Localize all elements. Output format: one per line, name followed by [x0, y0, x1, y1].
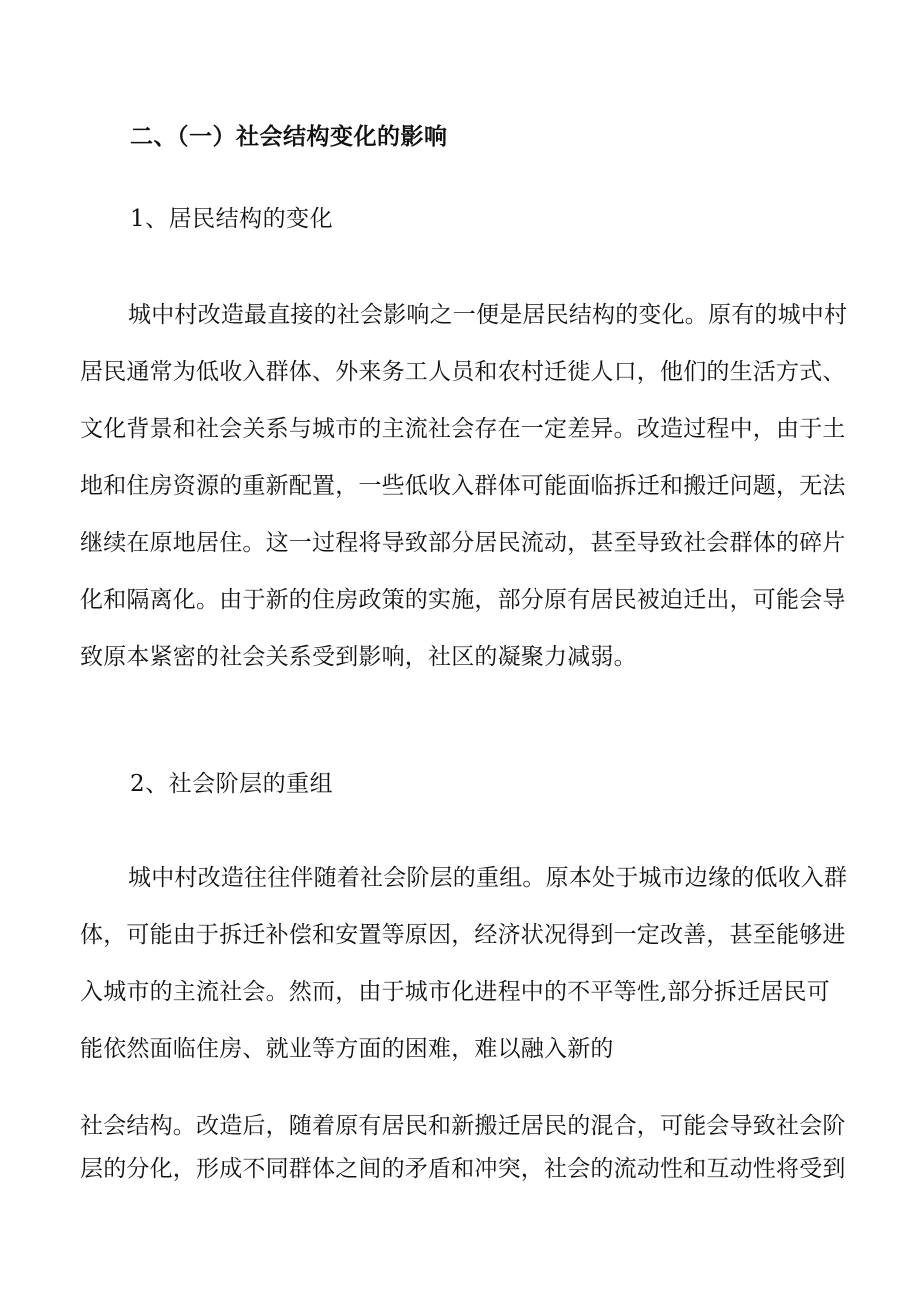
- paragraph-line: 地和住房资源的重新配置，一些低收入群体可能面临拆迁和搬迁问题，无法: [80, 473, 846, 499]
- paragraph-line: 体，可能由于拆迁补偿和安置等原因，经济状况得到一定改善，甚至能够进: [80, 922, 846, 948]
- paragraph-line: 致原本紧密的社会关系受到影响，社区的凝聚力减弱。: [80, 644, 637, 670]
- paragraph-line: 居民通常为低收入群体、外来务工人员和农村迁徙人口，他们的生活方式、: [80, 359, 846, 385]
- subheading-resident-structure: 1、居民结构的变化: [130, 206, 334, 232]
- paragraph-line: 文化背景和社会关系与城市的主流社会存在一定差异。改造过程中，由于土: [80, 416, 846, 442]
- section-heading: 二、（一）社会结构变化的影响: [130, 123, 448, 150]
- paragraph-line: 城中村改造最直接的社会影响之一便是居民结构的变化。原有的城中村: [128, 302, 848, 328]
- paragraph-line: 能依然面临住房、就业等方面的困难，难以融入新的: [80, 1036, 614, 1062]
- paragraph-line: 层的分化，形成不同群体之间的矛盾和冲突，社会的流动性和互动性将受到: [80, 1156, 846, 1182]
- paragraph-line: 化和隔离化。由于新的住房政策的实施，部分原有居民被迫迁出，可能会导: [80, 587, 846, 613]
- paragraph-line: 继续在原地居住。这一过程将导致部分居民流动，甚至导致社会群体的碎片: [80, 530, 846, 556]
- paragraph-line: 入城市的主流社会。然而，由于城市化进程中的不平等性,部分拆迁居民可: [80, 979, 830, 1005]
- paragraph-line: 社会结构。改造后，随着原有居民和新搬迁居民的混合，可能会导致社会阶: [80, 1113, 846, 1139]
- paragraph-line: 城中村改造往往伴随着社会阶层的重组。原本处于城市边缘的低收入群: [128, 865, 848, 891]
- subheading-social-class: 2、社会阶层的重组: [130, 771, 334, 797]
